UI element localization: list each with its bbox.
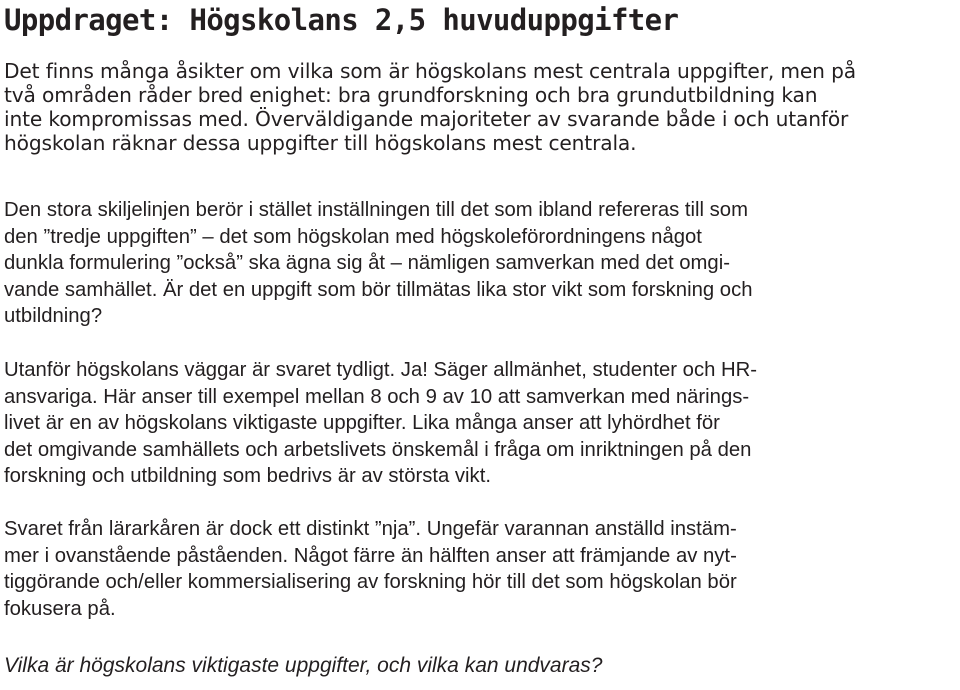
paragraph-line: utbildning?	[4, 305, 103, 327]
paragraph-third-mission	[4, 197, 956, 330]
paragraph-line: Svaret från lärarkåren är dock ett distinkt ”nja”. Ungefär varannan anställd instäm-	[4, 518, 737, 540]
paragraph-outside-view	[4, 357, 956, 490]
paragraph-line: den ”tredje uppgiften” – det som högskolan med högskoleförordningens något	[4, 225, 702, 248]
paragraph-line: det omgivande samhällets och arbetslivets önskemål i fråga om inriktningen på den	[4, 438, 752, 461]
paragraph-line: vande samhället. Är det en uppgift som bör tillmätas lika stor vikt som forskning och	[4, 278, 753, 301]
paragraph-line: Utanför högskolans väggar är svaret tydligt. Ja! Säger allmänhet, studenter och HR-	[4, 359, 758, 381]
paragraph-line: mer i ovanstående påståenden. Något färre än hälften anser att främjande av nyt-	[4, 544, 737, 567]
intro-paragraph	[4, 59, 956, 155]
paragraph-line: tiggörande och/eller kommersialisering av forskning hör till det som högskolan bör	[4, 571, 737, 593]
page-title: Uppdraget: Högskolans 2,5 huvuduppgifter	[4, 3, 679, 37]
closing-question: Vilka är högskolans viktigaste uppgifter, och vilka kan undvaras?	[4, 654, 603, 677]
intro-line: inte kompromissas med. Överväldigande majoriteter av svarande både i och utanför	[4, 107, 849, 131]
paragraph-faculty-view	[4, 516, 956, 622]
paragraph-line: ansvariga. Här anser till exempel mellan 8 och 9 av 10 att samverkan med närings-	[4, 385, 750, 408]
paragraph-line: livet är en av högskolans viktigaste uppgifter. Lika många anser att lyhördhet för	[4, 412, 720, 434]
paragraph-line: fokusera på.	[4, 597, 116, 620]
paragraph-line: forskning och utbildning som bedrivs är av största vikt.	[4, 465, 491, 487]
intro-line: högskolan räknar dessa uppgifter till högskolans mest centrala.	[4, 131, 637, 155]
paragraph-line: dunkla formulering ”också” ska ägna sig åt – nämligen samverkan med det omgi-	[4, 252, 730, 274]
paragraph-line: Den stora skiljelinjen berör i stället inställningen till det som ibland refereras till som	[4, 199, 748, 221]
intro-line: två områden råder bred enighet: bra grundforskning och bra grundutbildning kan	[4, 83, 818, 107]
intro-line: Det finns många åsikter om vilka som är högskolans mest centrala uppgifter, men på	[4, 59, 856, 83]
